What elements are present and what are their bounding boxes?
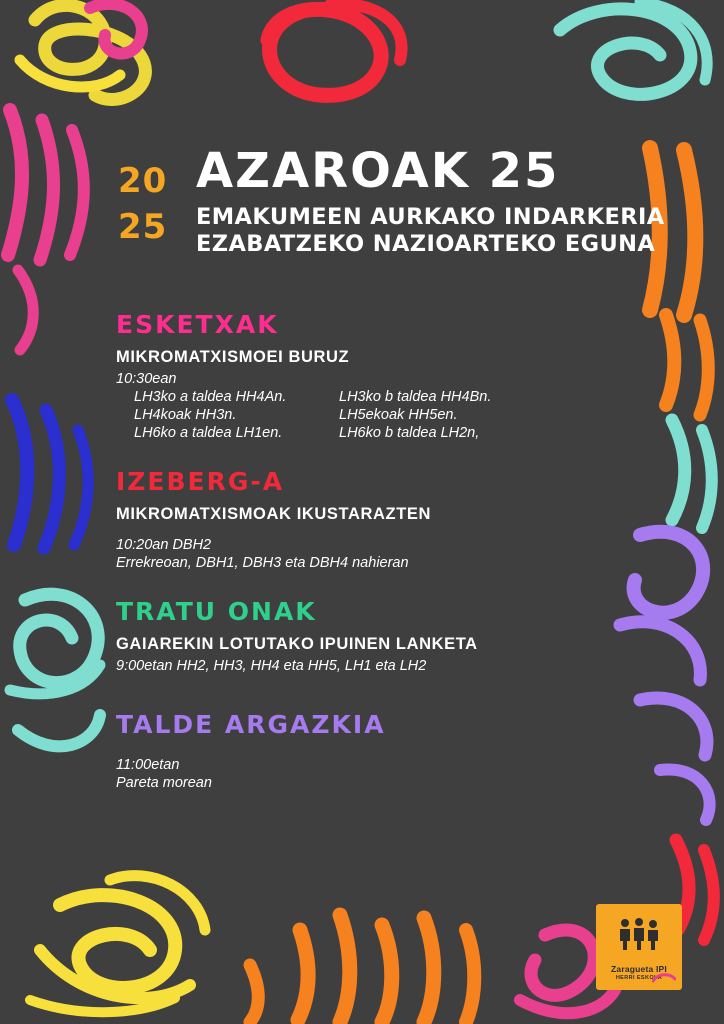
headline-line2: EMAKUMEEN AURKAKO INDARKERIA [196,204,665,230]
section-subtitle: MIKROMATXISMOAK IKUSTARAZTEN [116,505,432,523]
section-subtitle: MIKROMATXISMOEI BURUZ [116,348,350,366]
section-time: 11:00etan [116,757,180,773]
headline-line3: EZABATZEKO NAZIOARTEKO EGUNA [196,231,656,257]
headline [196,143,665,258]
year-bottom: 25 [118,207,168,247]
spacer [116,581,676,597]
section-subtitle: GAIAREKIN LOTUTAKO IPUINEN LANKETA [116,635,478,653]
section-note: Pareta morean [116,775,212,791]
section-note: 9:00etan HH2, HH3, HH4 eta HH5, LH1 eta LH2 [116,658,427,674]
headline-main: AZAROAK 25 [196,143,560,199]
year-top: 20 [118,161,168,201]
section-groups [134,389,676,441]
spacer [116,748,676,757]
spacer [116,528,676,537]
group-item: LH3ko a taldea HH4An. [134,389,287,405]
sections-list [116,310,676,801]
logo-name: Zaragueta IPI [611,964,667,974]
section-time: 10:30ean [116,371,177,387]
section-izeberga [116,467,676,571]
section-time: 10:20an DBH2 [116,537,212,553]
section-talde-argazkia [116,710,676,791]
section-note: Errekreoan, DBH1, DBH3 eta DBH4 nahieran [116,555,409,571]
group-item: LH6ko a taldea LH1en. [134,425,283,441]
logo-subtitle: HERRI ESKOLA [615,975,663,981]
school-logo [596,904,682,990]
group-item: LH3ko b taldea HH4Bn. [339,389,492,405]
section-esketxak [116,310,676,441]
section-title: TALDE ARGAZKIA [116,710,386,739]
year-column [118,158,176,250]
group-item: LH4koak HH3n. [134,407,237,423]
section-title: IZEBERG-A [116,467,285,496]
group-item: LH5ekoak HH5en. [339,407,458,423]
spacer [116,684,676,710]
group-item: LH6ko b taldea LH2n, [339,425,480,441]
spacer [116,451,676,467]
section-title: TRATU ONAK [116,597,317,626]
logo-figures-icon [616,904,662,964]
section-title: ESKETXAK [116,310,279,339]
logo-swoosh-icon [652,972,676,984]
title-block [118,143,665,258]
section-tratu-onak [116,597,676,674]
